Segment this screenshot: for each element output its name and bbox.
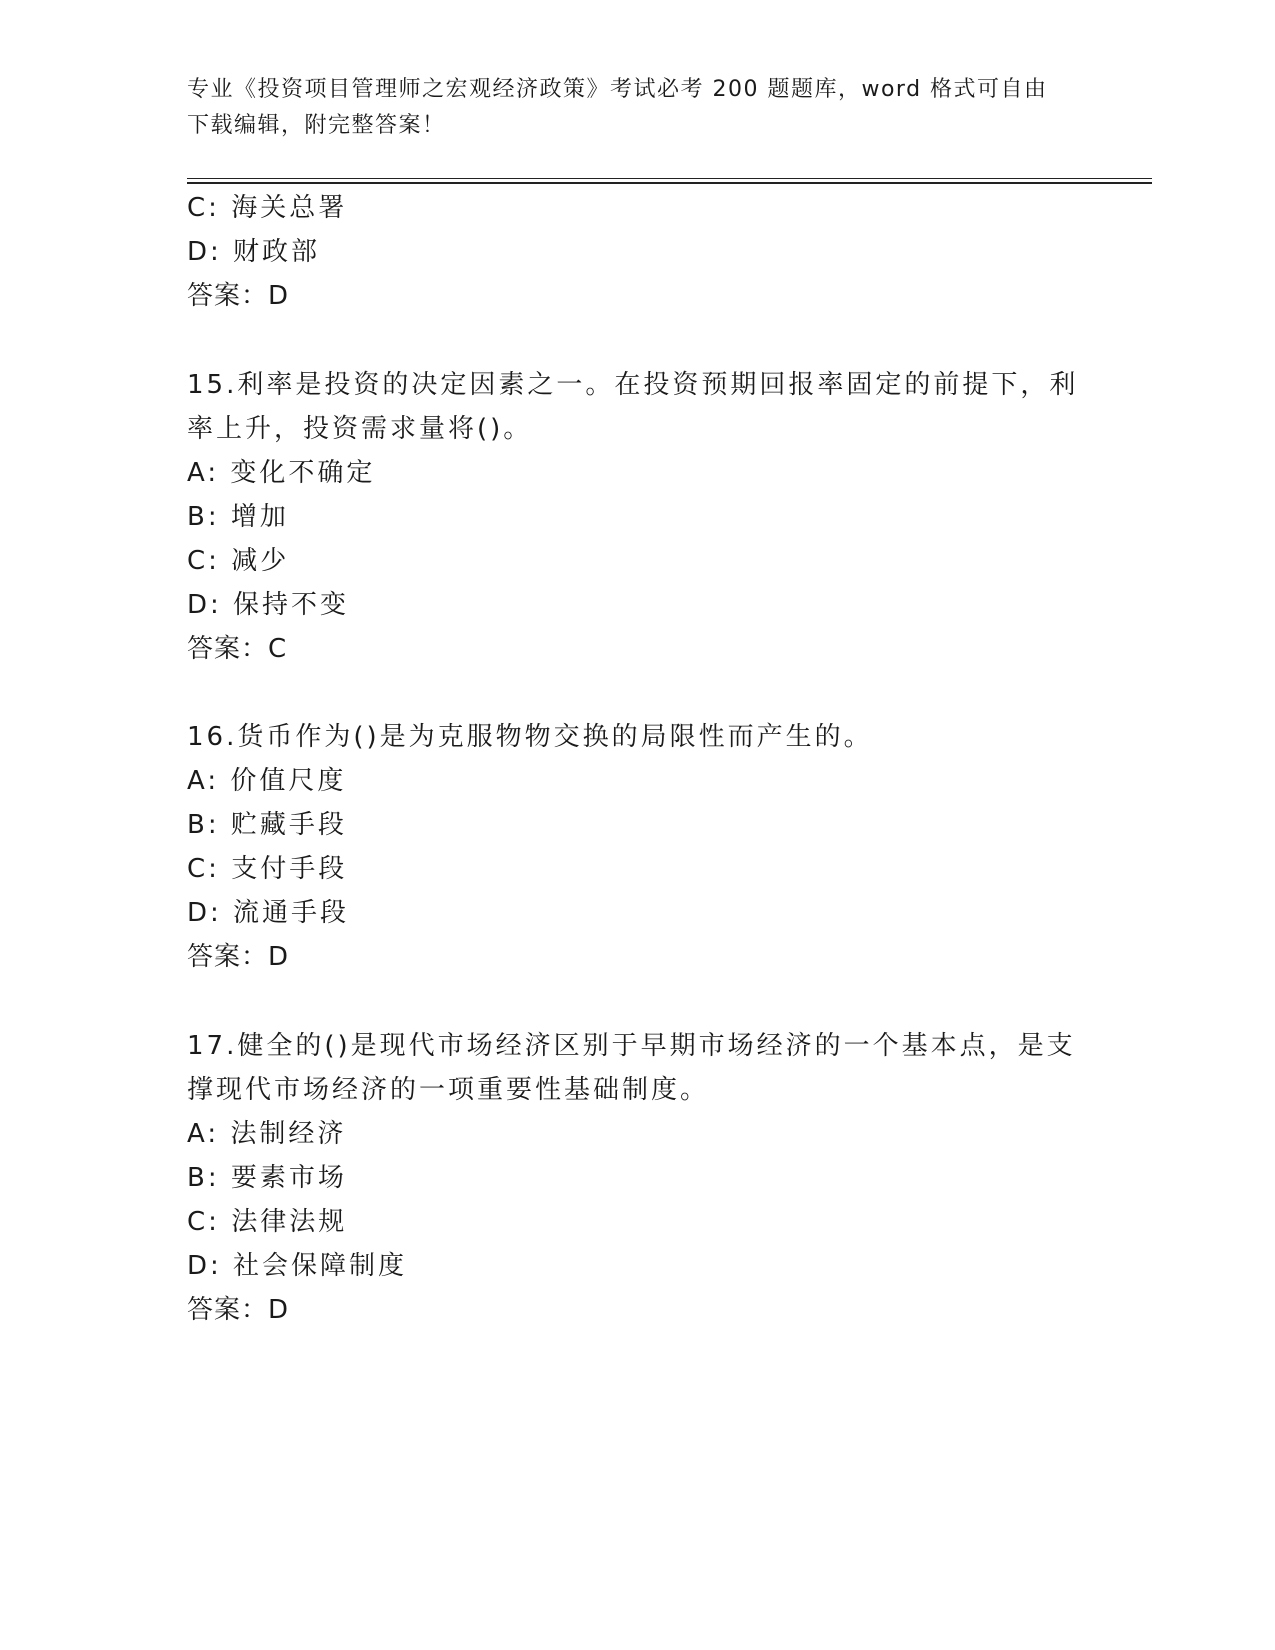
option-text: 流通手段 [233,898,350,928]
question-15-option-b [187,500,289,534]
question-17-stem-line-2: 撑现代市场经济的一项重要性基础制度。 [187,1075,710,1105]
header-divider-thin [187,178,1152,179]
option-letter: B: [187,1163,220,1193]
option-text: 贮藏手段 [230,810,347,840]
document-header [187,72,1067,144]
option-letter: B: [187,502,220,532]
option-text: 减少 [231,546,290,576]
option-text: 保持不变 [233,590,350,620]
option-letter: D: [187,237,222,267]
question-15-option-c [187,544,289,578]
question-16-option-c [187,852,347,886]
option-letter: D: [187,590,222,620]
header-line-1: 专业《投资项目管理师之宏观经济政策》考试必考 200 题题库，word 格式可自由 [187,77,1048,102]
option-letter: A: [187,1119,220,1149]
option-letter: C: [187,546,220,576]
option-letter: C: [187,854,220,884]
question-17-stem-line-1: 17.健全的()是现代市场经济区别于早期市场经济的一个基本点，是支 [187,1031,1076,1061]
question-17-option-c [187,1205,347,1239]
option-text: 价值尺度 [230,766,347,796]
option-text: 要素市场 [230,1163,347,1193]
option-letter: C: [187,1207,220,1237]
question-17-option-b [187,1161,347,1195]
question-17-option-d [187,1249,407,1283]
option-c [187,191,347,225]
question-16-answer: 答案：D [187,942,290,972]
question-15-stem-line-1: 15.利率是投资的决定因素之一。在投资预期回报率固定的前提下，利 [187,370,1079,400]
option-text: 增加 [230,502,289,532]
question-15-option-d [187,588,349,622]
question-17-option-a [187,1117,346,1151]
question-16-option-d [187,896,349,930]
header-line-2: 下载编辑，附完整答案！ [187,113,446,138]
question-16-option-b [187,808,347,842]
option-text: 法制经济 [230,1119,347,1149]
option-text: 社会保障制度 [233,1251,408,1281]
option-letter: D: [187,898,222,928]
question-15-stem-line-2: 率上升，投资需求量将()。 [187,414,533,444]
question-17-answer: 答案：D [187,1295,290,1325]
option-letter: C: [187,193,220,223]
question-15-answer: 答案：C [187,634,288,664]
question-15-option-a [187,456,375,490]
option-letter: A: [187,766,220,796]
option-letter: A: [187,458,220,488]
question-16-option-a [187,764,346,798]
option-d [187,235,320,269]
option-letter: D: [187,1251,222,1281]
answer-line: 答案：D [187,281,290,311]
option-text: 法律法规 [231,1207,348,1237]
header-divider-thick [187,182,1152,184]
option-letter: B: [187,810,220,840]
option-text: 财政部 [233,237,321,267]
question-16-stem-line-1: 16.货币作为()是为克服物物交换的局限性而产生的。 [187,722,873,752]
option-text: 变化不确定 [230,458,376,488]
option-text: 支付手段 [231,854,348,884]
option-text: 海关总署 [231,193,348,223]
